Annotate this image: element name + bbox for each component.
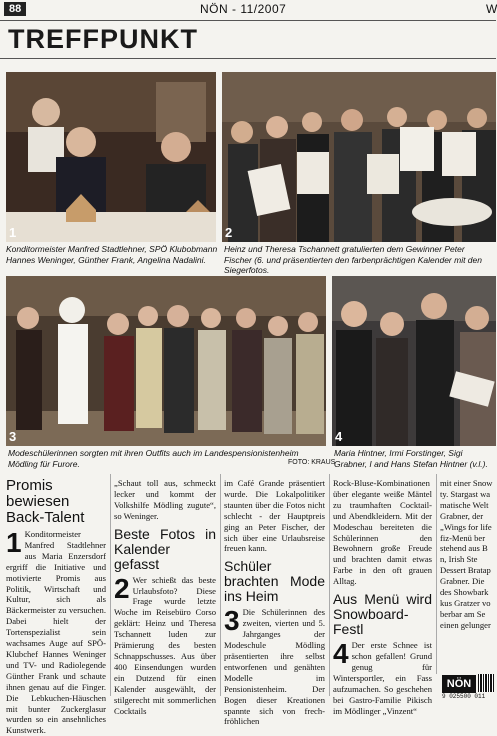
column-divider (110, 474, 111, 696)
article-4-drop-number: 4 (333, 638, 349, 670)
photo-3 (6, 276, 326, 446)
photo-2-image (222, 72, 496, 242)
photo-2-caption: Heinz und Theresa Tschannett gratulierten dem Gewinner Peter Fischer (6. und präsentierten den farbenprächtigen Kalender mit den Siegerfotos. (224, 244, 482, 275)
photo-1 (6, 72, 216, 242)
article-3-headline: Schüler brachten Mode ins Heim (224, 558, 325, 605)
article-4-body: Der erste Schnee ist schon gefallen! Grund genug für Wintersportler, ein Fass aufzumachen. So geschehen bei Gastro-Familie Pikisch im Mödlinger „Vinzent“ (333, 640, 432, 716)
header-cut-text: W (486, 2, 497, 16)
photo-4 (332, 276, 496, 446)
header-rule (0, 20, 496, 21)
photo-4-number: 4 (335, 429, 343, 444)
photo-1-caption: Konditormeister Manfred Stadtlehner, SPÖ Klubobmann Hannes Weninger, Günther Frank, Angelina Nadalini. (6, 244, 218, 265)
barcode-number: 9 025500 011 (442, 693, 486, 700)
section-title: TREFFPUNKT (8, 24, 198, 54)
article-mode (224, 478, 325, 727)
non-logo: NÖN (442, 675, 476, 693)
article-snowboard (333, 478, 432, 716)
article-3-drop-number: 3 (224, 605, 240, 637)
article-2-continuation: im Café Grande präsentiert wurde. Die Lokalpolitiker staunten über die Fotos nicht schlecht - der Hauptpreis ging an Peter Fischer, der sich über eine Urlaubsreise freuen kann. (224, 478, 325, 554)
photo-3-caption: Modeschülerinnen sorgten mit ihren Outfits auch im Landespensionistenheim Mödling für Furore. (8, 448, 299, 469)
article-4-headline: Aus Menü wird Snowboard-Festl (333, 591, 432, 638)
issue-label: NÖN - 11/2007 (200, 2, 287, 16)
article-1-drop-number: 1 (6, 527, 22, 558)
article-2-drop-number: 2 (114, 572, 130, 604)
photo-1-image (6, 72, 216, 242)
photo-1-number: 1 (9, 225, 17, 240)
photo-4-caption: Maria Hintner, Irmi Forstinger, Sigi Grabner, I and Hans Stefan Hintner (v.l.). (334, 448, 488, 469)
article-1-continuation: „Schaut toll aus, schmeckt lecker und kommt der Volkshilfe Mödling zugute“, so Weninger. (114, 478, 216, 521)
section-rule (0, 58, 496, 59)
article-1-body: Konditormeister Manfred Stadtlehner aus Maria Enzersdorf ergriff die Initiative und motivierte Promis aus Politik, Wirtschaft und Kultur, sich als Bäckermeister zu versuchen. Dabei hielt der Tortenspezialist sein wachsames Auge auf SPÖ-Klubchef Hannes Weninger und TV- und Radiolegende Günther Frank und schaute ihnen genau auf die Finger. Die Lebkuchen-Häuschen mit bunter Zuckerglasur wurden so ein ansehnliches Kunstwerk. (6, 529, 106, 736)
article-3-body: Die Schülerinnen des zweiten, vierten und 5. Jahrganges der Modeschule Mödling präsentierten ihre selbst entworfenen und genähten Modelle im Pensionistenheim. Der Bogen dieser Kreationen spannte sich von frech-fröhlichen (224, 607, 325, 727)
photo-3-image (6, 276, 326, 446)
column-divider (436, 474, 437, 674)
article-2-body: Wer schießt das beste Urlaubsfoto? Diese Frage wurde letzte Woche im Reisebüro Corso geklärt: Heinz und Theresa Tschannett luden zur Prämierung des besten Schnappschusses. Aus über 400 Einsendungen wurden ein Dutzend für einen Kalender ausgewählt, der stilgerecht mit sommerlichen Cocktails (114, 574, 216, 716)
photo-2 (222, 72, 496, 242)
article-promis (6, 478, 106, 736)
barcode (478, 674, 494, 692)
article-1-headline: Promis bewiesen Back-Talent (6, 477, 85, 526)
article-4-continuation-column (440, 478, 496, 672)
page-number: 88 (4, 2, 26, 16)
article-4-continuation: mit einer Snow ty. Stargast wa matische Welt Grabner, der „Wings for life fiz-Menü ber stehend aus B n, Irish Ste Dessert Bratap Grabner. Die des Showbark kus Gratzer vo berbar am Se einen gelunger (440, 478, 493, 630)
article-3-continuation: Rock-Bluse-Kombinationen über elegante weiße Mäntel zu traumhaften Cocktail- und Abendkleidern. Mit der Modeschau bereiteten die Schülerinnen den Bewohnern große Freude und brachten damit etwas Farbe in den oft grauen Alltag. (333, 478, 432, 587)
photo-4-image (332, 276, 496, 446)
column-divider (220, 474, 221, 696)
photo-2-number: 2 (225, 225, 233, 240)
photo-3-number: 3 (9, 429, 17, 444)
column-divider (329, 474, 330, 696)
page-header (0, 0, 496, 20)
article-fotos (114, 478, 216, 716)
photo-3-credit: FOTO: KRAUS (288, 459, 336, 466)
article-2-headline: Beste Fotos in Kalender gefasst (114, 525, 216, 572)
